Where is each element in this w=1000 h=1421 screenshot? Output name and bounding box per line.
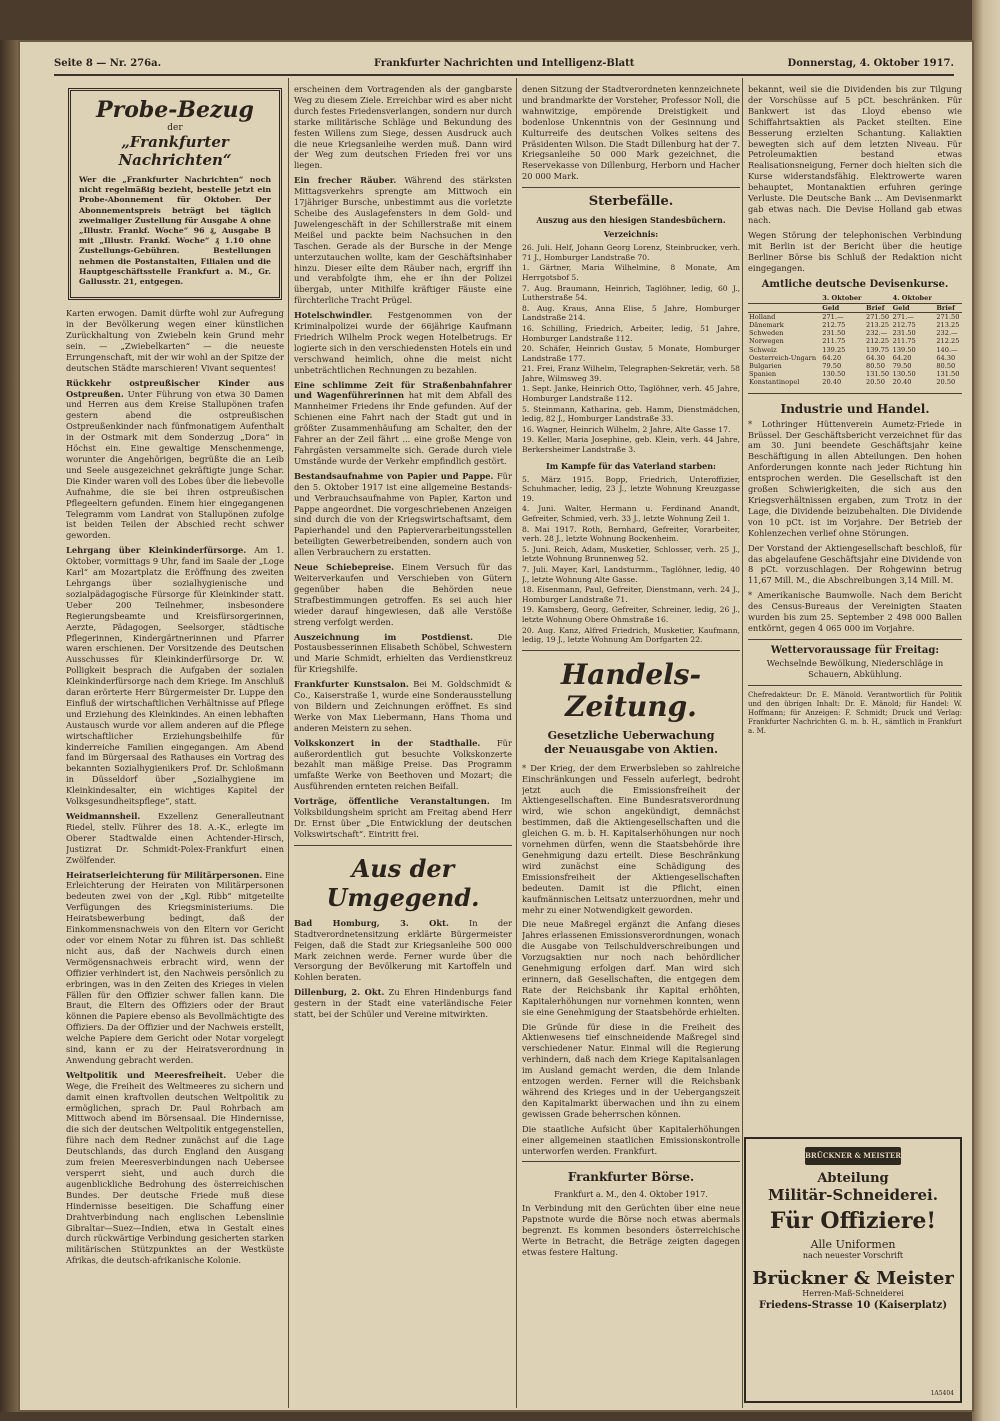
article-text: Unter Führung von etwa 30 Damen und Herren aus dem Kreise Stallupönen trafen gestern abend die ostpreußischen Ostpreußenkinder nach fünfmonatigem Aufenthalt in der Ostmark mit dem Sonderzug „Dora“ in Höchst ein. Eine gewaltige Menschenmenge, worunter die Angehörigen, begrüßte die an Leib und Seele ausgezeichnet gekräftigte junge Schar. Die Kinder waren voll des Lobes über die liebevolle Aufnahme, die sie bei ihren ostpreußischen Pflegeeltern gefunden. Einem hier eingegangenen Telegramm vom Landrat von Stallupönen zufolge ist beiden Teilen der Abschied recht schwer geworden. (66, 388, 284, 541)
section-title-sterbefaelle: Sterbefälle. (588, 194, 674, 210)
handels-subtitle (522, 729, 740, 757)
table-cell: Oesterreich-Ungarn (749, 353, 817, 362)
probe-der: der (167, 123, 183, 133)
article-heading: Neue Schiebepreise. (294, 562, 395, 573)
article-text: Die Gründe für diese in die Freiheit des Aktienwesens tief einschneidende Maßregel sind verschiedener Natur. Einmal will die Regierung verhindern, daß nach dem Kriege Kapitalsanlagen im Ausland gemacht werden, die dem Inlande entzogen werden. Ferner will die Reichsbank während des Krieges und in der Uebergangszeit den Kapitalmarkt überwachen und ihn zu einem gewissen Grade beherrschen können. (522, 1021, 740, 1119)
header-page-number: Seite 8 — Nr. 276a. (54, 58, 162, 69)
article-heading: Eine schlimme Zeit für Straßenbahnfahrer und Wagenführerinnen (294, 379, 512, 401)
article-heading: Volkskonzert in der Stadthalle. (294, 737, 481, 748)
article-text: Die neue Maßregel ergänzt die Anfang dieses Jahres erlassenen Emissionsverordnungen, wonach die Ausgabe von Teilschuldverschreibungen und Vorzugsaktien nur noch nach behördlicher Genehmigung erfolgen darf. Man wird sich erinnern, daß Gesellschaften, die entgegen dem Rate der Reichsbank ihr Kapital erhöhten, Kapitalerhöhungen nur vornehmen konnten, wenn sie eine Genehmigung der Staatsbehörde erhielten. (522, 919, 740, 1017)
table-cell: 139.75 (866, 345, 890, 354)
list-item: 21. Frei, Franz Wilhelm, Telegraphen-Sekretär, verh. 58 Jahre, Wilmsweg 39. (522, 364, 740, 383)
table-subheader-cell: Geld (821, 303, 865, 312)
article-text: Eine Erleichterung der Heiraten von Militärpersonen bedeuten zwei von der „Kgl. Ribb“ mitgeteilte Verfügungen des Kriegsministeriums. Die Heiratsbewerbung bedingt, daß der Einkommensnachweis von den Eltern vor Gericht oder vor einem Notar zu führen ist. Das schließt nicht aus, daß der Nachweis durch einen Vermögensnachweis erbracht wird, wenn der Offizier verhindert ist, den Nachweis persönlich zu erbringen, was in den Zeiten des Krieges in vielen Fällen für den Offizier schwer fallen kann. Die Braut, die Eltern des Offiziers oder der Braut können die Papiere ebenso als Bevollmächtigte des Offiziers. Da der Offizier und der Nachweis erstellt, welche Papiere dem Gericht oder Notar vorgelegt sind, kann er zu der Heiratsverordnung in Anwendung gebracht werden. (66, 869, 284, 1065)
article-text: * Lothringer Hüttenverein Aumetz-Friede in Brüssel. Der Geschäftsbericht verzeichnet für das am 30. Juni beendete Geschäftsjahr keine Beschäftigung in allen Abteilungen. Den hohen Anforderungen konnte nach jeder Richtung hin entsprochen werden. Die Gesellschaft ist den großen Schwierigkeiten, die sich aus den Kriegsverhältnissen ergaben, zum Trotz in der Lage, die Dividende beizubehalten. Die Dividende von 10 pCt. ist im Vorjahre. Der Betrieb der Kohlenzechen verlief ohne Störungen. (748, 418, 962, 538)
ad-line-abteilung: Abteilung (817, 1171, 889, 1186)
list-item: 7. Aug. Braumann, Heinrich, Taglöhner, ledig, 60 J., Lutherstraße 54. (522, 283, 740, 303)
article-text: Einem Versuch für das Weiterverkaufen und Verschieben von Gütern gegenüber haben die Behörden neue Strafbestimmungen getroffen. Es sei auch hier wieder darauf hingewiesen, daß alle Verstöße streng verfolgt werden. (294, 562, 512, 627)
article-text: In der Stadtverordnetensitzung erklärte Bürgermeister Feigen, daß die Stadt zur Kriegsanleihe 500 000 Mark zeichnen werde. Ferner wurde über die Versorgung der Bevölkerung mit Kartoffeln und Kohlen beraten. (294, 917, 512, 983)
list-item: 20. Aug. Kanz, Alfred Friedrich, Musketier, Kaufmann, ledig, 19 J., letzte Wohnung Am Dorfgarten 22. (522, 625, 740, 645)
table-body (748, 312, 962, 386)
table-cell: Bulgarien (749, 362, 782, 371)
divider (294, 845, 512, 846)
article-text: Wegen Störung der telephonischen Verbindung mit Berlin ist der Bericht über die heutige Berliner Börse bis Schluß der Redaktion nicht eingegangen. (748, 229, 962, 273)
article-text: Karten erwogen. Damit dürfte wohl zur Aufregung in der Bevölkerung wegen einer künstlichen Zurückhaltung von Zwiebeln kein Grund mehr sein. — „Zwiebelkarten“ — die neueste Errungenschaft, mit der wir wohl an der Spitze der deutschen Städte marschieren! Vivant sequentes! (66, 308, 284, 373)
column-2 (294, 84, 512, 1409)
table-cell: 131.50 (866, 370, 890, 379)
article-text: hat mit dem Abfall des Mannheimer Friedens ihr Ende gefunden. Auf der Schienen eine Fahrt nach der Stadt gut und in größter Zusammenhäufung am Schalter, den der Fahrer an der Zeil fährt ... eine große Menge von Fahrgästen versammelte sich. Gerade durch viele Umstände wurde der Verkehr empfindlich gestört. (294, 390, 512, 466)
divider (522, 187, 740, 188)
column-rule (516, 78, 517, 1408)
devisen-title: Amtliche deutsche Devisenkurse. (761, 279, 949, 291)
article-text: Für außerordentlich gut besuchte Volkskonzerte bezahlt man mäßige Preise. Das Programm umfaßte Werke von Beethoven und Mozart; die Ausführenden ernteten reichen Beifall. (294, 737, 512, 792)
table-header-row (748, 294, 962, 303)
column-rule (742, 78, 743, 1408)
ad-code: 1A5404 (930, 1390, 954, 1397)
table-subheader-cell (748, 303, 821, 312)
table-header-cell (935, 294, 962, 303)
table-cell: 20.40 (822, 378, 842, 387)
table-cell: 271.50 (936, 312, 960, 321)
table-cell: 20.40 (892, 378, 912, 387)
article-heading: Heiratserleichterung für Militärpersonen. (66, 869, 263, 880)
ad-line-vorschrift: nach neuester Vorschrift (802, 1251, 904, 1260)
table-cell: 212.25 (866, 337, 890, 346)
list-item: 4. Juni. Walter, Hermann u. Ferdinand Anandt, Gefreiter, Schmied, verh. 33 J., letzte Wohnung Zeil 1. (522, 504, 740, 523)
article-text: Der Vorstand der Aktiengesellschaft beschloß, für das abgelaufene Geschäftsjahr eine Dividende von 8 pCt. vorzuschlagen. Der Rohgewinn betrug 11,67 Mill. M., die Abschreibungen 3,14 Mill. M. (748, 542, 962, 586)
table-row (748, 362, 962, 370)
article-text: * Der Krieg, der dem Erwerbsleben so zahlreiche Einschränkungen und Fesseln auferlegt, bedroht jetzt auch die Emissionsfreiheit der Aktiengesellschaften. Eine Bundesratsverordnung wird, wie schon angekündigt, demnächst bestimmen, daß die Aktiengesellschaften und die gleichen G. m. b. H. Kapitalserhöhungen nur noch vornehmen dürfen, wenn die Staatsbehörde ihre Genehmigung dazu erteilt. Diese Beschränkung wird zunächst eine Schädigung des Emissionsfreiheit der Aktiengesellschaften bedeuten. Damit ist die Pflicht, einen kaufmännischen Leitsatz unterzuordnen, mehr und mehr zu einer Notwendigkeit geworden. (522, 762, 740, 915)
table-row (748, 321, 962, 329)
list-item: 7. Juli. Mayer, Karl, Landsturmm., Taglöhner, ledig, 40 J., letzte Wohnung Alte Gasse. (522, 564, 740, 584)
section-title-handels-zeitung: Handels-Zeitung. (560, 657, 702, 723)
table-cell: 130.50 (892, 370, 916, 379)
article-heading: Weidmannsheil. (66, 811, 141, 822)
table-header-cell (748, 294, 821, 303)
table-cell: 64.30 (936, 353, 956, 362)
table-cell: Spanien (749, 370, 777, 379)
table-cell: 80.50 (936, 362, 956, 371)
table-cell: 231.50 (892, 329, 916, 338)
article-text: Ueber die Wege, die Freiheit des Weltmeeres zu sichern und damit einen kraftvollen deutschen Weltpolitik zu ermöglichen, sprach Dr. Paul Rohrbach am Mittwoch abend im Börsensaal. Die Hindernisse, die sich der deutschen Weltpolitik entgegenstellen, führe nach dem Redner zunächst auf die Lage Deutschlands, das durch England den Ausgang zum freien Meeresverbindungen nach Uebersee versperrt sieht, und auch durch die augenblickliche Bedrohung des österreichischen Bundes. Der deutsche Friede muß diese Hindernisse beseitigen. Die Schaffung einer Drahtverbindung nach englischen Lebenslinie Gibraltar—Suez—Indien, etwa in Gestalt eines durch rückwärtige Verbindung gesicherten starken militärischen Stützpunktes an der Westküste Afrikas, die deutsch-afrikanische Kolonie. (66, 1069, 284, 1266)
table-cell: 231.50 (822, 329, 846, 338)
list-item: 16. Schilling, Friedrich, Arbeiter, ledig, 51 Jahre, Homburger Landstraße 112. (522, 323, 740, 343)
ad-line-uniformen: Alle Uniformen (810, 1238, 896, 1251)
table-cell: 139.25 (822, 345, 846, 354)
section-title-umgegend: Aus der Umgegend. (326, 853, 480, 912)
divider (748, 685, 962, 686)
sterbe-list (522, 243, 740, 454)
article-text: Im Volksbildungsheim spricht am Freitag abend Herr Dr. Ernst über „Die Entwicklung der deutschen Volkswirtschaft“. Eintritt frei. (294, 796, 512, 839)
list-item: 18. Eisenmann, Paul, Gefreiter, Dienstmann, verh. 24 J., Homburger Landstraße 71. (522, 585, 740, 604)
divider (748, 639, 962, 640)
list-item: 5. Juni. Reich, Adam, Musketier, Schlosser, verh. 25 J., letzte Wohnung Brunnenweg 52. (522, 544, 740, 564)
ad-line-militaer: Militär-Schneiderei. (768, 1186, 938, 1204)
article-text: In Verbindung mit den Gerüchten über eine neue Papstnote wurde die Börse noch etwas abermals begrenzt. Es kommen besonders österreichische Werte in Betracht, die Beträge zeigten dagegen etwas festere Haltung. (522, 1203, 740, 1258)
table-cell: Holland (749, 312, 776, 321)
table-cell: 211.75 (822, 337, 846, 346)
table-cell: Norwegen (749, 337, 784, 346)
section-title-boerse: Frankfurter Börse. (567, 1170, 695, 1185)
ad-line-firm: Brückner & Meister (752, 1268, 954, 1289)
column-1 (66, 84, 284, 1409)
article-text: Die staatliche Aufsicht über Kapitalerhöhungen einer allgemeinen staatlichen Emissionskontrolle unterworfen werden. Frankfurt. (522, 1123, 740, 1156)
article-text: Während des stärksten Mittagsverkehrs sprengte am Mittwoch ein 17jähriger Bursche, unbestimmt aus die vorletzte Scheibe des Auslagefensters in dem Gold- und Juwelengeschäft in der Schillerstraße mit einem Meißel und packte beim Nachsuchen in den Taschen. Gerade als der Bursche in der Menge unterzutauchen wollte, kam der Geschäftsinhaber hinzu. Dieser eilte dem Räuber nach, ergriff ihn und verabfolgte ihm, ehe er ihn der Polizei übergab, unter Mithilfe kräftiger Fäuste eine fürchterliche Tracht Prügel. (294, 175, 512, 306)
list-item: 26. Juli. Helf, Johann Georg Lorenz, Steinbrucker, verh. 71 J., Homburger Landstraße 70. (522, 243, 740, 262)
table-cell: 271.50 (866, 312, 890, 321)
probe-bezug-box (68, 88, 282, 300)
ad-line-address: Friedens-Strasse 10 (Kaiserplatz) (758, 1300, 948, 1311)
table-cell: Konstantinopel (749, 378, 800, 387)
article-heading: Bestandsaufnahme von Papier und Pappe. (294, 470, 494, 481)
ad-line-schneiderei: Herren-Maß-Schneiderei (802, 1289, 904, 1298)
probe-title: Probe-Bezug (96, 97, 254, 123)
list-item: 8. Mai 1917. Roth, Bernhard, Gefreiter, Vorarbeiter, verh. 28 J., letzte Wohnung Bockenheim. (522, 524, 740, 544)
table-cell: 232.— (936, 329, 958, 338)
table-subheader-cell: Brief (935, 303, 962, 312)
article-text: denen Sitzung der Stadtverordneten kennzeichnete und brandmarkte der Vorsteher, Professor Noll, die wahnwitzige, empörende Dreistigkeit und bodenlose Unkenntnis von der Gesinnung und Kulturreife des deutschen Volkes seitens des Präsidenten Wilson. Die Stadt Dillenburg hat der 7. Kriegsanleihe 50 000 Mark gezeichnet, die Reservekasse von Dillenburg, Herborn und Hacher 20 000 Mark. (522, 84, 740, 182)
boerse-date: Frankfurt a. M., den 4. Oktober 1917. (554, 1190, 708, 1200)
table-cell: 20.50 (936, 378, 956, 387)
table-cell: 212.75 (892, 321, 916, 330)
table-cell: 131.50 (936, 370, 960, 379)
table-cell: 271.— (822, 312, 844, 321)
table-row (748, 354, 962, 362)
list-item: 20. Schäfer, Heinrich Gustav, 5 Monate, Homburger Landstraße 177. (522, 344, 740, 363)
probe-text: Wer die „Frankfurter Nachrichten“ noch nicht regelmäßig bezieht, bestelle jetzt ein Probe-Abonnement für Oktober. Der Abonnementspreis beträgt bei täglich zweimaliger Zustellung für Ausgabe A ohne „Illustr. Frankf. Woche“ 96 ₰, Ausgabe B mit „Illustr. Frankf. Woche“ ₰ 1.10 ohne Zustellungs-Gebühren. Bestellungen nehmen die Postanstalten, Filialen und die Hauptgeschäftsstelle Frankfurt a. M., Gr. Gallusstr. 21, entgegen. (79, 175, 271, 287)
table-cell: 211.75 (892, 337, 916, 346)
divider (522, 1161, 740, 1162)
table-cell: 79.50 (822, 362, 842, 371)
table-subheader-cell: Geld (892, 303, 936, 312)
list-item: 19. Kamsberg, Georg, Gefreiter, Schreiner, ledig, 26 J., letzte Wohnung Obere Ohmstraße 16. (522, 605, 740, 624)
table-cell: 271.— (892, 312, 914, 321)
header-date: Donnerstag, 4. Oktober 1917. (787, 58, 954, 69)
devisen-table (748, 294, 962, 386)
table-row (748, 346, 962, 354)
list-item: 19. Keller, Maria Josephine, geb. Klein, verh. 44 Jahre, Berkersheimer Landstraße 3. (522, 435, 740, 455)
page-header (54, 56, 954, 76)
sterbe-list-2 (522, 475, 740, 645)
list-item: 1. Sept. Janke, Heinrich Otto, Taglöhner, verh. 45 Jahre, Homburger Landstraße 112. (522, 384, 740, 404)
table-cell: 130.50 (822, 370, 846, 379)
table-cell: 212.25 (936, 337, 960, 346)
table-row (748, 329, 962, 337)
article-heading: Hotelschwindler. (294, 310, 373, 321)
article-text: Bei M. Goldschmidt & Co., Kaiserstraße 1, wurde eine Sonderausstellung von Bildern und Zeichnungen eröffnet. Es sind Werke von Max Liebermann, Hans Thoma und anderen Meistern zu sehen. (294, 679, 512, 733)
article-heading: Weltpolitik und Meeresfreiheit. (66, 1069, 227, 1080)
handels-subtitle-line-2: der Neuausgabe von Aktien. (544, 742, 718, 756)
article-heading: Vorträge, öffentliche Veranstaltungen. (294, 796, 490, 807)
article-heading: Bad Homburg, 3. Okt. (294, 917, 449, 928)
table-header-cell (865, 294, 892, 303)
sterbe-subtitle-2: Verzeichnis: (603, 229, 659, 240)
table-cell: 139.50 (892, 345, 916, 354)
article-text: erscheinen dem Vortragenden als der gangbarste Weg zu diesem Ziele. Erreichbar wird es aber nicht durch festes Friedensverlangen, sondern nur durch starke militärische Schläge und Bekundung des festen Willens zum Siege, dessen Ausdruck auch die neue Kriegsanleihe werden muß. Dann wird der Weg zum deutschen Frieden frei vor uns liegen. (294, 84, 512, 171)
article-heading: Dillenburg, 2. Okt. (294, 987, 385, 998)
table-cell: 20.50 (866, 378, 885, 387)
table-cell: 64.30 (866, 353, 885, 362)
handels-subtitle-line-1: Gesetzliche Ueberwachung (547, 728, 715, 742)
table-cell: Schweiz (749, 345, 777, 354)
article-text: Für den 5. Oktober 1917 ist eine allgemeine Bestands- und Verbrauchsaufnahme von Papier, Karton und Pappe angeordnet. Die vorgeschriebenen Anzeigen sind durch die von der Kriegswirtschaftsamt, dem Papierhandel und den Papierverarbeitungsstellen beteiligten Gewerbetreibenden, sondern auch von allen Verbrauchern zu erstatten. (294, 470, 512, 558)
table-cell: 64.20 (822, 353, 842, 362)
table-cell: 140.— (936, 345, 958, 354)
article-heading: Frankfurter Kunstsalon. (294, 679, 409, 690)
brueckner-meister-ad (744, 1137, 962, 1403)
list-item: 1. Gärtner, Maria Wilhelmine, 8 Monate, Am Herrgotsbof 5. (522, 263, 740, 282)
table-row (748, 337, 962, 345)
divider (522, 650, 740, 651)
column-4 (748, 84, 962, 1130)
table-subheader-cell: Brief (865, 303, 892, 312)
table-cell: 213.25 (936, 321, 960, 330)
table-header-cell: 3. Oktober (821, 294, 865, 303)
table-cell: 232.— (866, 329, 888, 338)
header-paper-name: Frankfurter Nachrichten und Intelligenz-Blatt (374, 58, 635, 69)
wetter-title: Wettervoraussage für Freitag: (770, 644, 940, 656)
table-row (748, 370, 962, 378)
article-heading: Ein frecher Räuber. (294, 175, 397, 186)
divider (748, 393, 962, 394)
table-subheader-row (748, 303, 962, 312)
list-item: 16. Wagner, Heinrich Wilhelm, 2 Jahre, Alte Gasse 17. (522, 424, 731, 434)
wetter-text: Wechselnde Bewölkung, Niederschläge in Schauern, Abkühlung. (766, 657, 944, 679)
table-row (748, 378, 962, 386)
list-item: 5. Steinmann, Katharina, geb. Hamm, Dienstmädchen, ledig, 82 J., Homburger Landstraße 33. (522, 404, 740, 424)
probe-paper-name: „Frankfurter Nachrichten“ (118, 133, 232, 169)
column-rule (288, 78, 289, 1408)
article-text: Zu Ehren Hindenburgs fand gestern in der Stadt eine vaterländische Feier statt, bei der Schüler und Vereine mitwirkten. (294, 987, 512, 1020)
table-cell: 64.20 (892, 353, 912, 362)
table-cell: 213.25 (866, 321, 890, 330)
article-text: bekannt, weil sie die Dividenden bis zur Tilgung der Vorschüsse auf 5 pCt. beschränken. Für Bankwert ist das Lloyd ebenso wie Schiffahrtsaktien als Packet steilten. Eine Besserung erzielten Schantung. Kaliaktien bewegten sich auf dem letzten Niveau. Für Petroleumaktien bestand etwas Realisationsneigung, Ferner doch hielten sich die Kurse widerstandsfähig. Elektrowerte waren behauptet, Montanaktien erfuhren geringe Verluste. Die Deutsche Bank ... Am Devisenmarkt gab etwas nach. Die Devise Holland gab etwas nach. (748, 84, 962, 225)
column-3 (522, 84, 740, 1409)
table-row (748, 312, 962, 321)
table-cell: 80.50 (866, 362, 885, 371)
imprint: Chefredakteur: Dr. E. Mänold. Verantwortlich für Politik und den übrigen Inhalt: Dr. E. Mänold; für Handel: W. Hoffmann; für Anzeigen: F. Schmidt; Druck und Verlag: Frankfurter Nachrichten G. m. b. H., sämtlich in Frankfurt a. M. (748, 690, 962, 735)
article-text: Festgenommen von der Kriminalpolizei wurde der 66jährige Kaufmann Friedrich Wilhelm Prock wegen Hotelbetrugs. Er logierte sich in den verschiedensten Hotels ein und verschwand heimlich, ohne die meist nicht unbeträchtlichen Rechnungen zu bezahlen. (294, 310, 512, 375)
table-cell: 79.50 (892, 362, 912, 371)
book-edge-left (0, 40, 18, 1412)
sterbe-mid-heading: Im Kampfe für das Vaterland starben: (546, 460, 716, 471)
table-cell: Schweden (749, 329, 784, 338)
article-text: * Amerikanische Baumwolle. Nach dem Bericht des Census-Bureaus der Vereinigten Staaten wurden bis zum 25. September 2 498 000 Ballen entkörnt, gegen 4 065 000 im Vorjahre. (748, 590, 962, 633)
table-cell: 212.75 (822, 321, 846, 330)
article-text: Exzellenz Generalleutnant Riedel, stellv. Führer des 18. A.-K., erlegte im Oberer Stadtwalde einen Achtender-Hirsch, Justizrat Dr. Schmidt-Polex-Frankfurt einen Zwölfender. (66, 811, 284, 865)
list-item: 8. Aug. Kraus, Anna Elise, 5 Jahre, Homburger Landstraße 214. (522, 303, 740, 323)
section-title-industrie: Industrie und Handel. (780, 401, 930, 416)
table-cell: Dänemark (749, 321, 784, 330)
sterbe-subtitle: Auszug aus den hiesigen Standesbüchern. (536, 215, 726, 226)
list-item: 5. März 1915. Bopp, Friedrich, Unteroffizier, Schuhmacher, ledig, 23 J., letzte Wohnung Kreuzgasse 19. (522, 474, 740, 503)
book-edge-right (972, 0, 1000, 1421)
table-header-cell: 4. Oktober (892, 294, 936, 303)
ad-line-offiziere: Für Offiziere! (769, 1208, 937, 1234)
article-text: Die Postausbesserinnen Elisabeth Schöbel, Schwestern und Marie Schmidt, erhielten das Verdienstkreuz für Kriegshilfe. (294, 631, 512, 675)
article-text: Am 1. Oktober, vormittags 9 Uhr, fand im Saale der „Loge Karl“ am Mozartplatz die Eröffnung des zweiten Lehrgangs über sozialhygienische und sozialpädagogische Fürsorge für Kleinkinder statt. Ueber 200 Teilnehmer, insbesondere Regierungsbeamte und Kreisfürsorgerinnen, Aerzte, Pädagogen, Seelsorger, städtische Pflegerinnen, Kindergärtnerinnen und Pfarrer waren erschienen. Der Vorsitzende des Deutschen Ausschusses für Kleinkinderfürsorge Dr. W. Polligkeit besprach die Aufgaben der sozialen Kleinkinderfürsorge nach dem Kriege. Im Anschluß daran erörterte Herr Bürgermeister Dr. Luppe den Einfluß der wirtschaftlichen Verhältnisse auf Pflege und Erziehung des Kleinkindes. An einen lebhaften Austausch wurde vor allem anderen auf die Pflege wirtschaftlicher Erziehungsbeihilfe für kinderreiche Familien eingegangen. Am Abend fand im Bürgersaal des Rathauses ein Vortrag des bekannten Sozialhygienikers Prof. Dr. Schloßmann in Düsseldorf über „Sozialhygiene im Kleinkindesalter, ein wichtiges Kapitel der Volksgesundheitspflege“, statt. (66, 545, 284, 807)
article-heading: Lehrgang über Kleinkinderfürsorge. (66, 545, 247, 556)
ad-logo: BRÜCKNER & MEISTER (805, 1147, 901, 1165)
article-heading: Auszeichnung im Postdienst. (294, 631, 473, 642)
article-heading: Rückkehr ostpreußischer Kinder aus Ostpreußen. (66, 377, 284, 399)
